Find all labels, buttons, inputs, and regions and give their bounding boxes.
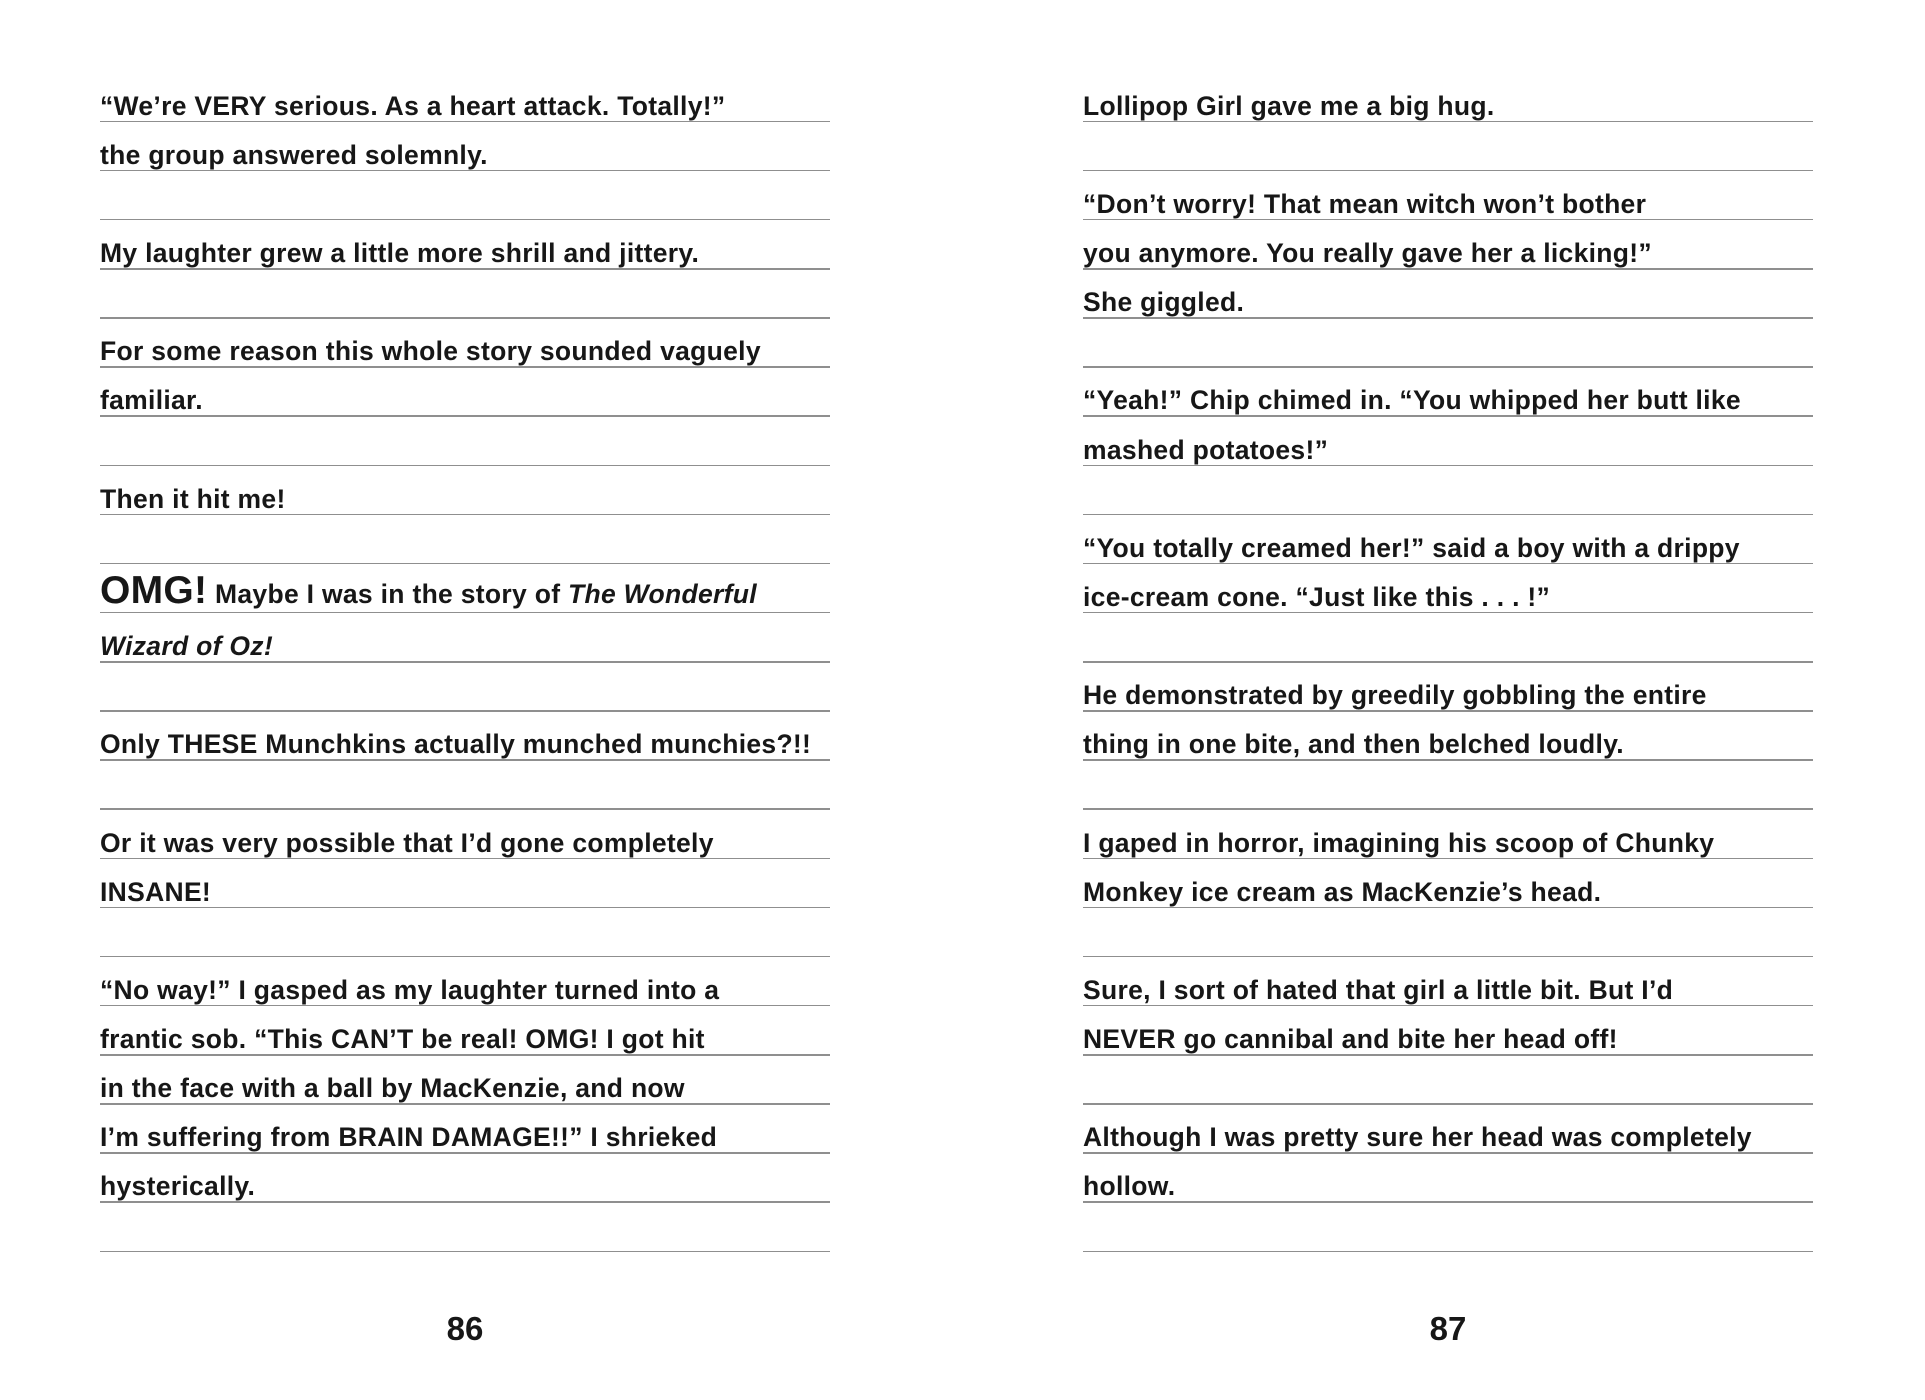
handwritten-text: hysterically. — [100, 1171, 256, 1202]
text-line — [1083, 957, 1813, 1006]
text-line — [100, 466, 830, 515]
text-line — [1083, 368, 1813, 417]
text-line — [1083, 859, 1813, 908]
text-line — [1083, 220, 1813, 269]
handwritten-text: Or it was very possible that I’d gone completely — [100, 827, 714, 858]
ruled-line — [1083, 1203, 1813, 1252]
text-line — [1083, 1154, 1813, 1203]
text-line — [100, 859, 830, 908]
text-line — [100, 73, 830, 122]
handwritten-text: the group answered solemnly. — [100, 139, 488, 170]
handwritten-text: Monkey ice cream as MacKenzie’s head. — [1083, 876, 1602, 907]
handwritten-text: “No way!” I gasped as my laughter turned into a — [100, 974, 720, 1005]
ruled-line — [100, 515, 830, 564]
ruled-line — [100, 417, 830, 466]
text-line — [100, 368, 830, 417]
ruled-line — [1083, 466, 1813, 515]
handwritten-text: OMG! Maybe I was in the story of The Wonderful — [100, 569, 757, 613]
ruled-line — [100, 663, 830, 712]
handwritten-text: Sure, I sort of hated that girl a little bit. But I’d — [1083, 974, 1674, 1005]
ruled-line — [1083, 908, 1813, 957]
text-line — [1083, 270, 1813, 319]
page-right — [1083, 73, 1813, 1348]
page-left-lines — [100, 73, 830, 1252]
handwritten-text: familiar. — [100, 385, 203, 416]
text-line — [1083, 564, 1813, 613]
text-line — [100, 1105, 830, 1154]
text-line — [1083, 810, 1813, 859]
text-line — [1083, 171, 1813, 220]
handwritten-text: Wizard of Oz! — [100, 631, 273, 661]
text-line — [100, 1006, 830, 1055]
text-line — [100, 220, 830, 269]
handwritten-text: She giggled. — [1083, 287, 1245, 318]
ruled-line — [1083, 319, 1813, 368]
handwritten-text: you anymore. You really gave her a licking!” — [1083, 238, 1652, 268]
handwritten-text: INSANE! — [100, 876, 212, 907]
handwritten-text: “Don’t worry! That mean witch won’t bother — [1083, 188, 1647, 219]
text-line — [100, 613, 830, 662]
handwritten-text: Only THESE Munchkins actually munched munchies?!! — [100, 729, 812, 760]
handwritten-text: thing in one bite, and then belched loudly. — [1083, 729, 1624, 760]
text-line — [100, 122, 830, 171]
handwritten-text: For some reason this whole story sounded vaguely — [100, 336, 761, 367]
handwritten-text: NEVER go cannibal and bite her head off! — [1083, 1024, 1618, 1054]
ruled-line — [100, 761, 830, 810]
handwritten-text: I’m suffering from BRAIN DAMAGE!!” I shrieked — [100, 1122, 718, 1153]
handwritten-text: “We’re VERY serious. As a heart attack. Totally!” — [100, 90, 726, 121]
ruled-line — [100, 1203, 830, 1252]
text-line — [100, 1154, 830, 1203]
text-line — [100, 957, 830, 1006]
page-left — [100, 73, 830, 1348]
handwritten-text: “Yeah!” Chip chimed in. “You whipped her butt like — [1083, 385, 1741, 416]
handwritten-text: ice-cream cone. “Just like this . . . !” — [1083, 581, 1551, 612]
handwritten-text: mashed potatoes!” — [1083, 434, 1329, 465]
text-line — [100, 564, 830, 613]
text-line — [100, 810, 830, 859]
page-number: 87 — [1429, 1310, 1467, 1347]
handwritten-text: frantic sob. “This CAN’T be real! OMG! I got hit — [100, 1024, 705, 1054]
handwritten-text: Although I was pretty sure her head was completely — [1083, 1122, 1752, 1153]
handwritten-text: Then it hit me! — [100, 483, 286, 514]
handwritten-text: I gaped in horror, imagining his scoop of Chunky — [1083, 827, 1715, 858]
handwritten-text: My laughter grew a little more shrill and jittery. — [100, 238, 700, 268]
handwritten-text: Lollipop Girl gave me a big hug. — [1083, 90, 1495, 121]
text-line — [100, 712, 830, 761]
text-line — [1083, 1006, 1813, 1055]
text-line — [1083, 73, 1813, 122]
text-line — [1083, 712, 1813, 761]
text-line — [1083, 663, 1813, 712]
page-number: 86 — [446, 1310, 484, 1347]
handwritten-text: “You totally creamed her!” said a boy with a drippy — [1083, 532, 1740, 563]
ruled-line — [1083, 613, 1813, 662]
page-right-lines — [1083, 73, 1813, 1252]
ruled-line — [1083, 1056, 1813, 1105]
handwritten-text: hollow. — [1083, 1171, 1176, 1202]
ruled-line — [1083, 122, 1813, 171]
handwritten-text: in the face with a ball by MacKenzie, and now — [100, 1073, 685, 1104]
ruled-line — [100, 908, 830, 957]
ruled-line — [100, 171, 830, 220]
handwritten-text: He demonstrated by greedily gobbling the entire — [1083, 680, 1707, 711]
ruled-line — [1083, 761, 1813, 810]
text-line — [1083, 515, 1813, 564]
text-line — [1083, 1105, 1813, 1154]
text-line — [100, 1056, 830, 1105]
text-line — [100, 319, 830, 368]
ruled-line — [100, 270, 830, 319]
text-line — [1083, 417, 1813, 466]
